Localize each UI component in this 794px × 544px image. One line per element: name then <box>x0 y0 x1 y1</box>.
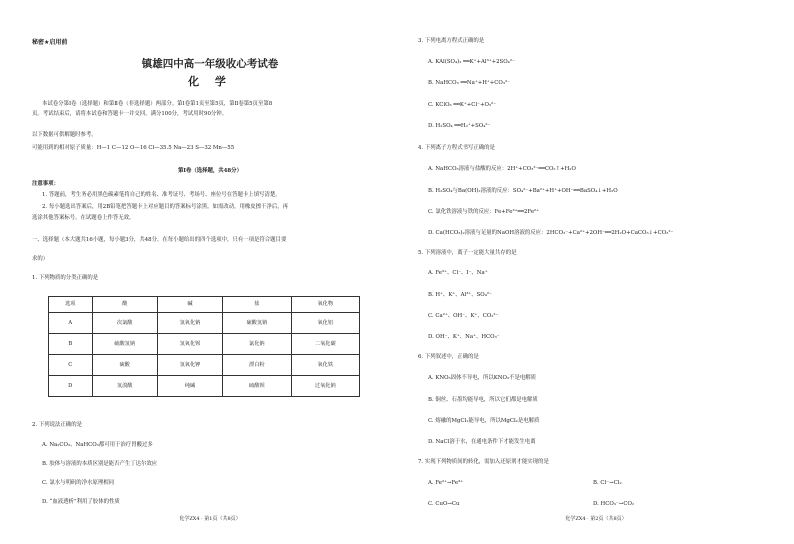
intro-line-2: 页。考试结束后，请将本试卷和答题卡一并交回。满分100分，考试用时90分钟。 <box>32 111 228 117</box>
question-7-stem: 7. 实现下列物质间的转化，需加入还原剂才能实现的是 <box>418 459 549 465</box>
question-3-stem: 3. 下列电离方程式正确的是 <box>418 38 485 44</box>
subject-title: 化 学 <box>188 75 232 88</box>
page-2-footer: 化学ZX4 · 第2页（共8页） <box>565 516 627 522</box>
data-note-1: 以下数据可供解题时参考。 <box>32 132 97 138</box>
table-header: 选项 <box>49 297 93 313</box>
question-4-option-c: C. 氯化铁溶液与铁的反应：Fe+Fe³⁺══2Fe²⁺ <box>428 209 540 215</box>
question-2-option-d: D. “血液透析”利用了胶体的性质 <box>42 499 120 505</box>
table-cell: 硫酸钡 <box>223 376 291 397</box>
table-row <box>49 355 360 376</box>
table-cell: 次氯酸 <box>92 313 157 334</box>
part-heading: 第Ⅰ卷（选择题，共48分） <box>178 168 242 174</box>
question-6-option-d: D. NaCl溶于水，在通电条件下才能发生电离 <box>428 439 536 445</box>
question-4-option-b: B. H₂SO₄与Ba(OH)₂溶液的反应：SO₄²⁻+Ba²⁺+H⁺+OH⁻══BaSO₄↓+H₂O <box>428 188 618 194</box>
table-cell: 氢溴酸 <box>92 376 157 397</box>
page-2 <box>418 0 774 544</box>
question-2-stem: 2. 下列说法正确的是 <box>32 422 82 428</box>
table-cell: B <box>49 334 93 355</box>
table-cell: 硫酸氢钠 <box>92 334 157 355</box>
table-cell: 氢氧化钡 <box>157 334 222 355</box>
question-7-option-d: D. HCO₃⁻→CO₂ <box>593 501 635 507</box>
table-cell: 漂白粉 <box>223 355 291 376</box>
table-row <box>49 376 360 397</box>
question-2-option-b: B. 胶体与溶液的本质区别是能否产生丁达尔效应 <box>42 461 158 467</box>
table-cell: 氧化铝 <box>291 313 359 334</box>
table-row <box>49 334 360 355</box>
question-5-option-a: A. Fe³⁺、Cl⁻、I⁻、Na⁺ <box>428 270 488 276</box>
notice-title: 注意事项： <box>32 181 59 187</box>
intro-line-1: 本试卷分第Ⅰ卷（选择题）和第Ⅱ卷（非选择题）两部分。第Ⅰ卷第1页至第5页，第Ⅱ卷第5页至第8 <box>42 101 273 107</box>
question-4-stem: 4. 下列离子方程式书写正确的是 <box>418 145 495 151</box>
section-line-1: 一、选择题（本大题共16小题，每小题3分，共48分。在每小题给出的四个选项中，只有一项是符合题目要 <box>32 237 287 243</box>
exam-title: 镇雄四中高一年级收心考试卷 <box>141 58 279 70</box>
question-6-option-a: A. KNO₃固体不导电，所以KNO₃不是电解质 <box>428 375 537 381</box>
table-cell: 氢氧化钾 <box>157 355 222 376</box>
section-line-2: 求的） <box>32 256 49 262</box>
question-5-option-b: B. H⁺、K⁺、Al³⁺、SO₄²⁻ <box>428 292 492 298</box>
table-cell: C <box>49 355 93 376</box>
question-1-stem: 1. 下列物质的分类正确的是 <box>32 275 99 281</box>
notice-line-3: 选涂其他答案标号。在试题卷上作答无效。 <box>32 215 135 221</box>
table-header: 盐 <box>223 297 291 313</box>
table-cell: 氧化铁 <box>291 355 359 376</box>
table-row <box>49 313 360 334</box>
question-5-option-d: D. OH⁻、K⁺、Na⁺、HCO₃⁻ <box>428 334 500 340</box>
table-header: 酸 <box>92 297 157 313</box>
table-header: 氧化物 <box>291 297 359 313</box>
table-cell: A <box>49 313 93 334</box>
question-7-option-a: A. Fe²⁺→Fe³⁺ <box>428 480 464 486</box>
question-7-option-c: C. CuO→Cu <box>428 501 460 507</box>
question-2-option-a: A. Na₂CO₃、NaHCO₃都可用于治疗胃酸过多 <box>42 442 153 448</box>
question-5-stem: 5. 下列溶液中，离子一定能大量共存的是 <box>418 250 517 256</box>
question-2-option-c: C. 氯水与明矾的净水原理相同 <box>42 480 115 486</box>
table-cell: 硫酸 <box>92 355 157 376</box>
question-4-option-a: A. NaHCO₃溶液与盐酸的反应：2H⁺+CO₃²⁻══CO₂↑+H₂O <box>428 166 576 172</box>
question-6-option-c: C. 熔融的MgCl₂能导电，所以MgCl₂是电解质 <box>428 418 540 424</box>
question-3-option-b: B. NaHCO₃ ══Na⁺+H⁺+CO₃²⁻ <box>428 80 510 86</box>
page-1 <box>32 0 388 544</box>
question-3-option-c: C. KClO₃ ══K⁺+Cl⁻+O₃²⁻ <box>428 102 497 108</box>
question-3-option-a: A. KAl(SO₄)₂ ══K⁺+Al³⁺+2SO₄²⁻ <box>428 59 515 65</box>
question-6-option-b: B. 铜丝、石墨均能导电，所以它们都是电解质 <box>428 397 538 403</box>
notice-line-1: 1. 答题前，考生务必用黑色碳素笔将自己的姓名、准考证号、考场号、座位号在答题卡上填写清楚。 <box>42 192 281 198</box>
notice-line-2: 2. 每小题选出答案后，用2B铅笔把答题卡上对应题目的答案标号涂黑。如需改动，用橡皮擦干净后，再 <box>42 204 289 210</box>
table-cell: 二氧化碳 <box>291 334 359 355</box>
table-cell: 过氧化钠 <box>291 376 359 397</box>
secret-mark: 秘密★启用前 <box>32 39 68 46</box>
table-cell: 硫酸氢钠 <box>223 313 291 334</box>
question-6-stem: 6. 下列叙述中，正确的是 <box>418 354 479 360</box>
page-1-footer: 化学ZX4 · 第1页（共8页） <box>179 516 241 522</box>
question-4-option-d: D. Ca(HCO₃)₂溶液与足量的NaOH溶液的反应：2HCO₃⁻+Ca²⁺+2OH⁻══2H₂O+CaCO₃↓+CO₃²⁻ <box>428 230 674 236</box>
table-cell: 纯碱 <box>157 376 222 397</box>
question-3-option-d: D. H₂SO₄ ══H₂⁺+SO₄²⁻ <box>428 123 491 129</box>
question-5-option-c: C. Ca²⁺、OH⁻、K⁺、CO₃²⁻ <box>428 313 499 319</box>
data-note-2: 可能用到的相对原子质量：H—1 C—12 O—16 Cl—35.5 Na—23 S—32 Mn—55 <box>32 145 235 151</box>
table-header: 碱 <box>157 297 222 313</box>
table-cell: D <box>49 376 93 397</box>
table-cell: 氯化钠 <box>223 334 291 355</box>
table-header-row <box>49 297 360 313</box>
question-7-option-b: B. Cl⁻→Cl₂ <box>593 480 622 486</box>
classification-table <box>48 296 360 397</box>
table-cell: 氢氧化钠 <box>157 313 222 334</box>
